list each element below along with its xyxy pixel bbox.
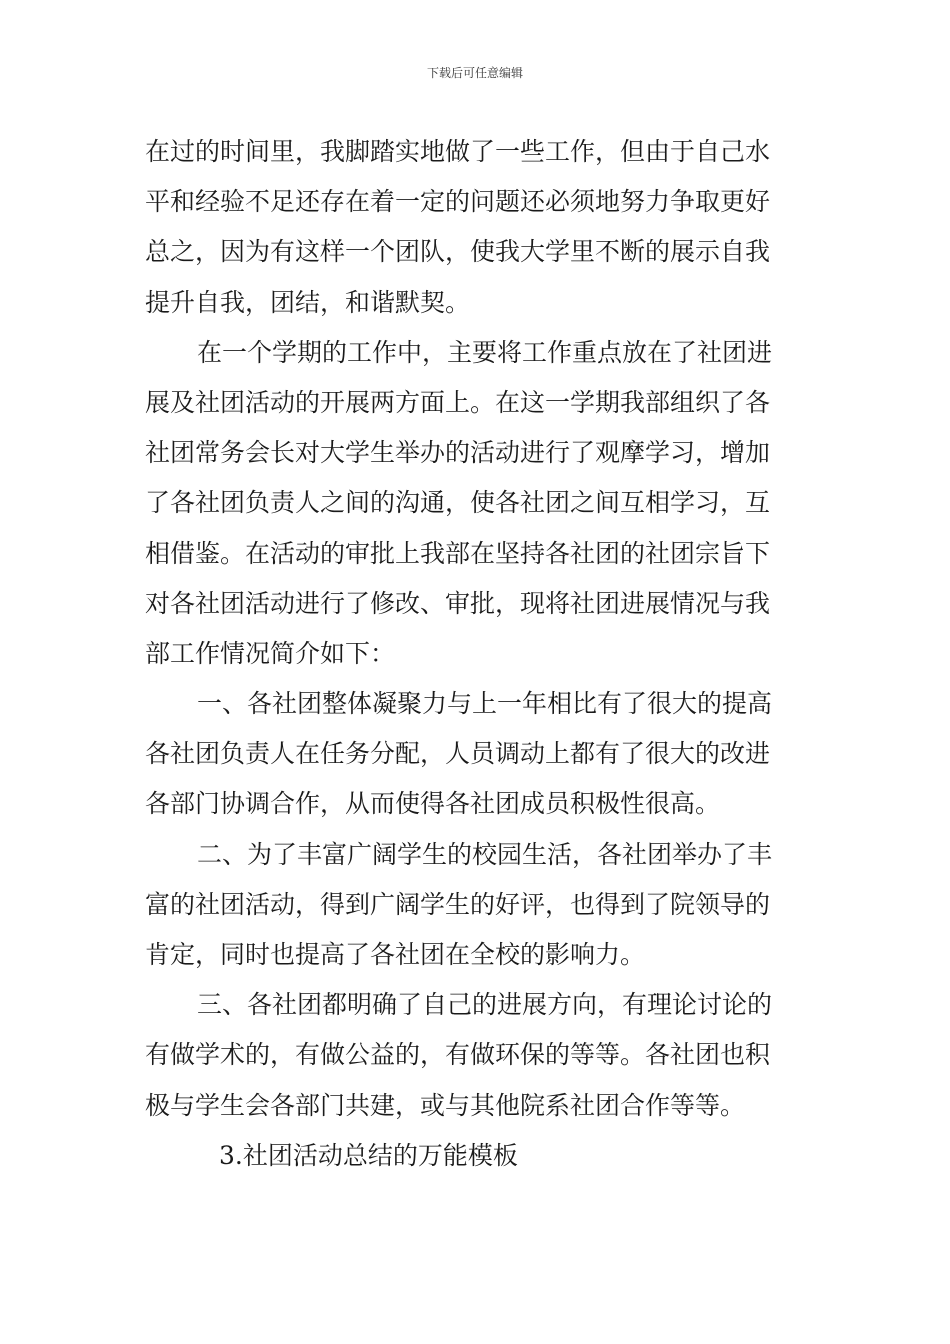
text-line: 展及社团活动的开展两方面上。在这一学期我部组织了各 (145, 387, 771, 417)
text-line: 二、为了丰富广阔学生的校园生活，各社团举办了丰 (197, 839, 773, 869)
paragraph (145, 830, 810, 981)
paragraph (145, 679, 810, 830)
text-line: 各部门协调合作，从而使得各社团成员积极性很高。 (145, 789, 721, 819)
paragraph (145, 980, 810, 1131)
paragraph (145, 127, 810, 328)
text-line: 肯定，同时也提高了各社团在全校的影响力。 (145, 940, 646, 969)
text-line: 相借鉴。在活动的审批上我部在坚持各社团的社团宗旨下 (145, 538, 771, 568)
paragraph (145, 328, 810, 679)
document-body (145, 127, 810, 1181)
text-line: 平和经验不足还存在着一定的问题还必须地努力争取更好 (145, 187, 771, 217)
text-line: 一、各社团整体凝聚力与上一年相比有了很大的提高 (197, 689, 773, 719)
text-line: 有做学术的，有做公益的，有做环保的等等。各社团也积 (145, 1040, 771, 1070)
text-line: 在一个学期的工作中，主要将工作重点放在了社团进 (197, 337, 773, 367)
text-line: 在过的时间里，我脚踏实地做了一些工作，但由于自己水 (145, 137, 771, 166)
text-line: 富的社团活动，得到广阔学生的好评，也得到了院领导的 (145, 889, 771, 919)
text-line: 部工作情况简介如下： (145, 638, 396, 668)
text-line: 各社团负责人在任务分配，人员调动上都有了很大的改进 (145, 739, 771, 769)
page-header: 下载后可任意编辑 (426, 66, 523, 80)
text-line: 总之，因为有这样一个团队，使我大学里不断的展示自我 (145, 237, 771, 267)
text-line: 极与学生会各部门共建，或与其他院系社团合作等等。 (145, 1090, 746, 1120)
text-line: 三、各社团都明确了自己的进展方向，有理论讨论的 (197, 990, 773, 1020)
text-line: 提升自我，团结，和谐默契。 (145, 287, 471, 317)
text-line: 了各社团负责人之间的沟通，使各社团之间互相学习，互 (145, 488, 771, 518)
section-heading: 3.社团活动总结的万能模板 (219, 1140, 518, 1170)
text-line: 社团常务会长对大学生举办的活动进行了观摩学习，增加 (145, 438, 771, 468)
text-line: 对各社团活动进行了修改、审批，现将社团进展情况与我 (145, 588, 771, 618)
